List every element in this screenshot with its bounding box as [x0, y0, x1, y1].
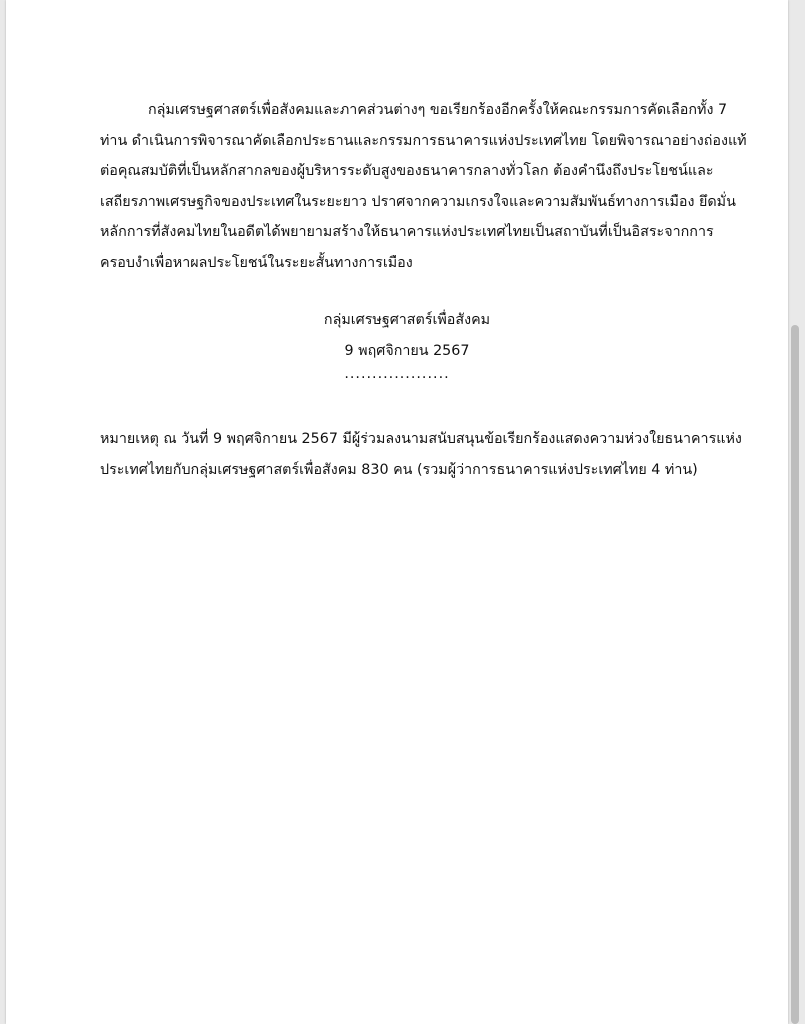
signature-org: กลุ่มเศรษฐศาสตร์เพื่อสังคม [323, 312, 491, 328]
note-line: หมายเหตุ ณ วันที่ 9 พฤศจิกายน 2567 มีผู้ร่วมลงนามสนับสนุนข้อเรียกร้องแสดงความห่วงใยธนาคารแห่ง [100, 431, 742, 447]
signature-date: 9 พฤศจิกายน 2567 [344, 342, 470, 359]
dotted-separator: ................... [344, 366, 450, 382]
body-line: ท่าน ดำเนินการพิจารณาคัดเลือกประธานและกรรมการธนาคารแห่งประเทศไทย โดยพิจารณาอย่างถ่องแท้ [100, 132, 747, 149]
signature-block [6, 305, 788, 366]
vertical-scrollbar[interactable] [791, 325, 799, 1024]
note-line: ประเทศไทยกับกลุ่มเศรษฐศาสตร์เพื่อสังคม 830 คน (รวมผู้ว่าการธนาคารแห่งประเทศไทย 4 ท่าน) [100, 461, 698, 478]
body-line: กลุ่มเศรษฐศาสตร์เพื่อสังคมและภาคส่วนต่างๆ ขอเรียกร้องอีกครั้งให้คณะกรรมการคัดเลือกทั้ง 7 [148, 102, 728, 118]
body-line: หลักการที่สังคมไทยในอดีตได้พยายามสร้างให้ธนาคารแห่งประเทศไทยเป็นสถาบันที่เป็นอิสระจากการ [100, 224, 714, 240]
body-line: ต่อคุณสมบัติที่เป็นหลักสากลของผู้บริหารระดับสูงของธนาคารกลางทั่วโลก ต้องคำนึงถึงประโยชน์และ [100, 163, 714, 179]
body-line: ครอบงำเพื่อหาผลประโยชน์ในระยะสั้นทางการเมือง [100, 254, 413, 271]
note-paragraph [100, 424, 740, 485]
body-line: เสถียรภาพเศรษฐกิจของประเทศในระยะยาว ปราศจากความเกรงใจและความสัมพันธ์ทางการเมือง ยึดมั่น [100, 193, 736, 210]
body-paragraph [100, 95, 747, 278]
document-page [6, 0, 788, 1024]
